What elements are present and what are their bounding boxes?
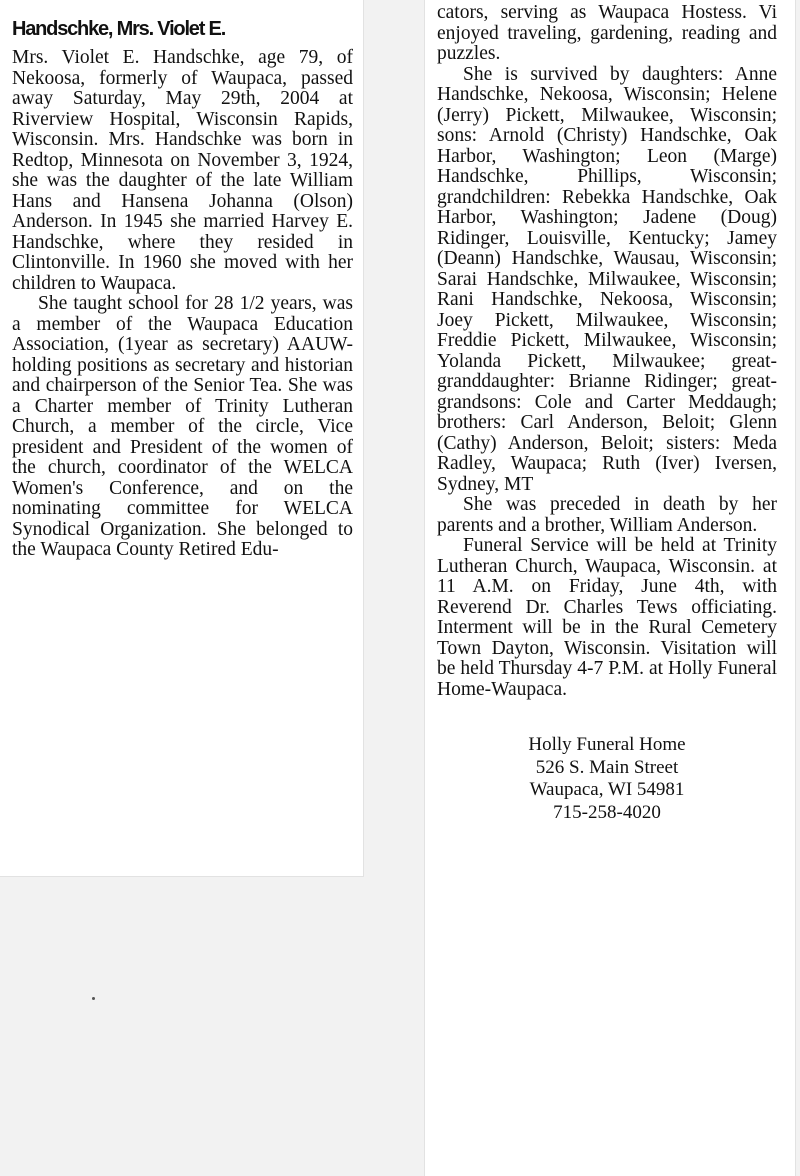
obituary-paragraph-career: She taught school for 28 1/2 years, was a member of the Waupaca Education Association, (1year as secretary) AAUW-holding positions as secretary and historian and chairperson of the Senior Tea. She was a Charter member of Trinity Lutheran Church, a member of the circle, Vice president and President of the women of the church, coordinator of the WELCA Women's Conference, and on the nominating committee for WELCA Synodical Organization. She belonged to the Waupaca County Retired Edu- xyxy=(12,293,353,560)
obituary-headline: Handschke, Mrs. Violet E. xyxy=(12,18,226,40)
funeral-home-phone: 715-258-4020 xyxy=(553,801,661,823)
obituary-paragraph-preceded: She was preceded in death by her parents and a brother, William Anderson. xyxy=(437,494,777,536)
scan-speck xyxy=(92,997,95,1000)
obituary-paragraph-continued: cators, serving as Waupaca Hostess. Vi enjoyed traveling, gardening, reading and puzzles. xyxy=(437,2,777,64)
funeral-home-block xyxy=(437,734,777,824)
obituary-clipping-right xyxy=(425,0,795,1176)
funeral-home-street: 526 S. Main Street xyxy=(535,756,679,778)
obituary-paragraph-services: Funeral Service will be held at Trinity Lutheran Church, Waupaca, Wisconsin. at 11 A.M. on Friday, June 4th, with Reverend Dr. Charles Tews officiating. Interment will be in the Rural Cemetery Town Dayton, Wisconsin. Visitation will be held Thursday 4-7 P.M. at Holly Funeral Home-Waupaca. xyxy=(437,535,777,700)
obituary-paragraph-intro: Mrs. Violet E. Handschke, age 79, of Nekoosa, formerly of Waupaca, passed away Saturday, May 29th, 2004 at Riverview Hospital, Wisconsin Rapids, Wisconsin. Mrs. Handschke was born in Redtop, Minnesota on November 3, 1924, she was the daughter of the late William Hans and Hansena Johanna (Olson) Anderson. In 1945 she married Harvey E. Handschke, where they resided in Clintonville. In 1960 she moved with her children to Waupaca. xyxy=(12,47,353,294)
obituary-paragraph-survivors: She is survived by daughters: Anne Handschke, Nekoosa, Wisconsin; Helene (Jerry) Pickett, Milwaukee, Wisconsin; sons: Arnold (Christy) Handschke, Oak Harbor, Washington; Leon (Marge) Handschke, Phillips, Wisconsin; grandchildren: Rebekka Handschke, Oak Harbor, Washington; Jadene (Doug) Ridinger, Louisville, Kentucky; Jamey (Deann) Handschke, Wausau, Wisconsin; Sarai Handschke, Milwaukee, Wisconsin; Rani Handschke, Nekoosa, Wisconsin; Joey Pickett, Milwaukee, Wisconsin; Freddie Pickett, Milwaukee, Wisconsin; Yolanda Pickett, Milwaukee; great-granddaughter: Brianne Ridinger; great-grandsons: Cole and Carter Meddaugh; brothers: Carl Anderson, Beloit; Glenn (Cathy) Anderson, Beloit; sisters: Meda Radley, Waupaca; Ruth (Iver) Iversen, Sydney, MT xyxy=(437,63,777,495)
obituary-clipping-left xyxy=(0,0,363,876)
funeral-home-name: Holly Funeral Home xyxy=(528,734,686,755)
funeral-home-city: Waupaca, WI 54981 xyxy=(529,779,685,800)
